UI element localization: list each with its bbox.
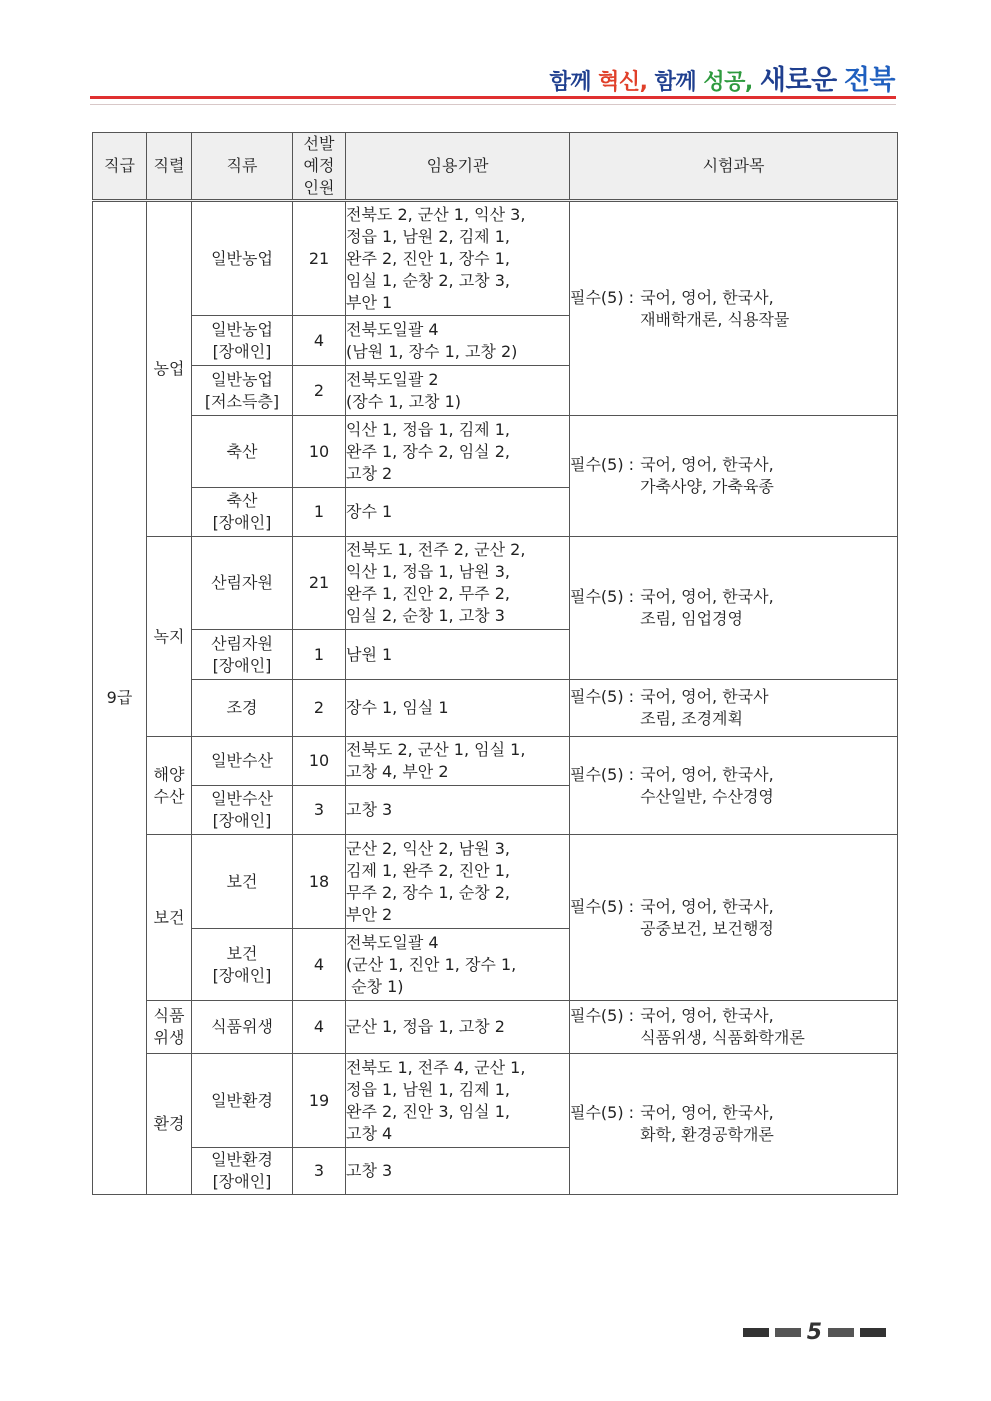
subjects-text <box>634 764 774 808</box>
slogan-part: 새로운 <box>759 65 837 96</box>
table-header-row <box>93 133 898 201</box>
header-slogan <box>549 58 895 97</box>
agency-cell <box>346 537 570 630</box>
header-planned-line: 인원 <box>303 178 335 197</box>
page-number: 5 <box>806 1320 822 1345</box>
table-row <box>93 1001 898 1054</box>
class-qualifier: [장애인] <box>212 655 272 675</box>
planned-count: 10 <box>293 416 346 488</box>
required-label: 필수(5) : <box>570 455 635 474</box>
class-qualifier: [장애인] <box>212 965 272 985</box>
agency-line: 고창 4, 부안 2 <box>346 762 449 781</box>
agency-line: 임실 1, 순창 2, 고창 3, <box>346 270 510 290</box>
agency-line: 완주 1, 장수 2, 임실 2, <box>346 441 510 461</box>
agency-line: 무주 2, 장수 1, 순창 2, <box>346 882 510 902</box>
class-qualifier: [장애인] <box>212 341 272 361</box>
footer-bar <box>775 1328 801 1337</box>
footer-bar <box>743 1328 769 1337</box>
agency-line: 전북도일괄 2 <box>346 369 439 389</box>
class-cell <box>192 201 293 316</box>
subjects-line: 재배학개론, 식용작물 <box>640 309 790 329</box>
series-line: 수산 <box>153 786 185 806</box>
agency-cell <box>346 1054 570 1148</box>
header-subjects: 시험과목 <box>570 133 898 201</box>
agency-cell <box>346 630 570 680</box>
series-health: 보건 <box>147 835 192 1001</box>
subjects-cell <box>570 737 898 835</box>
required-label: 필수(5) : <box>570 287 635 307</box>
subjects-cell <box>570 416 898 537</box>
header-planned-line: 예정 <box>303 156 335 175</box>
subjects-line: 국어, 영어, 한국사, <box>640 587 774 606</box>
class-cell <box>192 680 293 737</box>
header-divider-thin <box>90 104 896 105</box>
agency-line: 군산 2, 익산 2, 남원 3, <box>346 838 510 858</box>
table-row <box>93 835 898 929</box>
series-agriculture: 농업 <box>147 201 192 537</box>
table-row <box>93 737 898 786</box>
planned-count: 10 <box>293 737 346 786</box>
subjects-line: 국어, 영어, 한국사, <box>640 764 774 784</box>
agency-line: 고창 2 <box>346 463 393 483</box>
subjects-line: 조림, 조경계획 <box>640 709 743 728</box>
class-qualifier: [저소득층] <box>204 391 280 411</box>
agency-cell <box>346 201 570 316</box>
slogan-part: 전북 <box>843 65 895 96</box>
agency-line: 순창 1) <box>346 976 404 996</box>
class-cell <box>192 786 293 835</box>
required-label: 필수(5) : <box>570 587 635 606</box>
subjects-line: 국어, 영어, 한국사, <box>640 455 774 474</box>
subjects-line: 가축사양, 가축육종 <box>640 477 774 496</box>
agency-line: 완주 2, 진안 3, 임실 1, <box>346 1101 510 1121</box>
footer-bar <box>828 1328 854 1337</box>
series-line: 해양 <box>153 764 185 784</box>
class-cell <box>192 488 293 537</box>
slogan-part: 혁신, <box>598 70 648 95</box>
series-marine <box>147 737 192 835</box>
agency-cell <box>346 835 570 929</box>
header-grade: 직급 <box>93 133 147 201</box>
subjects-line: 화학, 환경공학개론 <box>640 1125 774 1144</box>
agency-line: 부안 1 <box>346 292 393 312</box>
agency-line: 고창 4 <box>346 1123 393 1143</box>
recruitment-table <box>92 132 898 1195</box>
class-name: 축산 <box>226 491 258 510</box>
header-agency: 임용기관 <box>346 133 570 201</box>
agency-line: 전북도일괄 4 <box>346 932 439 952</box>
class-name: 일반수산 <box>211 789 273 808</box>
agency-cell <box>346 1001 570 1054</box>
subjects-cell <box>570 537 898 680</box>
slogan-part: 함께 <box>549 70 591 95</box>
class-name: 식품위생 <box>211 1017 273 1036</box>
agency-line: 전북도 2, 군산 1, 임실 1, <box>346 740 526 759</box>
subjects-line: 식품위생, 식품화학개론 <box>640 1028 805 1047</box>
subjects-cell <box>570 1001 898 1054</box>
agency-line: 김제 1, 완주 2, 진안 1, <box>346 860 510 880</box>
planned-count: 3 <box>293 786 346 835</box>
class-name: 보건 <box>226 871 258 891</box>
class-name: 산림자원 <box>211 573 273 592</box>
table-row <box>93 1054 898 1148</box>
class-name: 조경 <box>226 698 258 717</box>
planned-count: 2 <box>293 680 346 737</box>
slogan-part: 성공, <box>703 70 753 95</box>
class-cell <box>192 835 293 929</box>
agency-cell <box>346 1148 570 1195</box>
class-name: 일반농업 <box>211 369 273 389</box>
class-name: 일반수산 <box>211 751 273 770</box>
agency-line: 전북도 2, 군산 1, 익산 3, <box>346 204 526 224</box>
class-cell <box>192 316 293 366</box>
page-footer <box>743 1320 886 1345</box>
agency-cell <box>346 366 570 416</box>
agency-line: 고창 3 <box>346 800 393 819</box>
agency-cell <box>346 680 570 737</box>
header-series: 직렬 <box>147 133 192 201</box>
agency-cell <box>346 488 570 537</box>
class-cell <box>192 1054 293 1148</box>
subjects-line: 공중보건, 보건행정 <box>640 918 774 938</box>
series-line: 위생 <box>153 1028 185 1047</box>
subjects-cell <box>570 835 898 1001</box>
planned-count: 21 <box>293 201 346 316</box>
footer-bar <box>860 1328 886 1337</box>
planned-count: 1 <box>293 488 346 537</box>
agency-line: 익산 1, 정읍 1, 김제 1, <box>346 419 510 439</box>
class-qualifier: [장애인] <box>212 513 272 532</box>
table-row <box>93 416 898 488</box>
header-planned <box>293 133 346 201</box>
class-cell <box>192 1148 293 1195</box>
agency-cell <box>346 416 570 488</box>
subjects-text <box>634 287 789 331</box>
agency-line: (남원 1, 장수 1, 고창 2) <box>346 341 518 361</box>
agency-line: 전북도일괄 4 <box>346 319 439 339</box>
required-label: 필수(5) : <box>570 1006 635 1025</box>
planned-count: 4 <box>293 929 346 1001</box>
subjects-text <box>634 1102 774 1146</box>
required-label: 필수(5) : <box>570 1103 635 1122</box>
subjects-text <box>634 896 774 940</box>
class-name: 산림자원 <box>211 633 273 653</box>
header-divider <box>90 96 896 99</box>
agency-line: 남원 1 <box>346 644 393 664</box>
agency-line: 정읍 1, 남원 2, 김제 1, <box>346 226 510 246</box>
grade-cell: 9급 <box>93 201 147 1195</box>
series-forestry: 녹지 <box>147 537 192 737</box>
agency-line: 완주 1, 진안 2, 무주 2, <box>346 584 510 603</box>
agency-line: 고창 3 <box>346 1161 393 1180</box>
header-planned-line: 선발 <box>303 134 335 153</box>
agency-cell <box>346 316 570 366</box>
class-name: 축산 <box>226 441 258 461</box>
table-row <box>93 537 898 630</box>
agency-line: 전북도 1, 전주 4, 군산 1, <box>346 1057 526 1077</box>
subjects-line: 국어, 영어, 한국사, <box>640 1103 774 1122</box>
planned-count: 18 <box>293 835 346 929</box>
subjects-cell <box>570 680 898 737</box>
agency-cell <box>346 737 570 786</box>
agency-line: 익산 1, 정읍 1, 남원 3, <box>346 562 510 581</box>
required-label: 필수(5) : <box>570 764 635 784</box>
subjects-cell <box>570 201 898 416</box>
agency-line: (장수 1, 고창 1) <box>346 391 462 411</box>
agency-line: 부안 2 <box>346 904 393 924</box>
class-qualifier: [장애인] <box>212 811 272 830</box>
subjects-text <box>634 1005 805 1049</box>
class-cell <box>192 366 293 416</box>
table-row <box>93 201 898 316</box>
subjects-text <box>634 586 774 630</box>
subjects-line: 조림, 임업경영 <box>640 609 743 628</box>
class-cell <box>192 929 293 1001</box>
planned-count: 2 <box>293 366 346 416</box>
class-name: 일반환경 <box>211 1150 273 1169</box>
agency-line: 정읍 1, 남원 1, 김제 1, <box>346 1079 510 1099</box>
header-class: 직류 <box>192 133 293 201</box>
agency-cell <box>346 929 570 1001</box>
class-cell <box>192 416 293 488</box>
class-cell <box>192 537 293 630</box>
planned-count: 3 <box>293 1148 346 1195</box>
agency-line: 완주 2, 진안 1, 장수 1, <box>346 248 510 268</box>
agency-line: 장수 1, 임실 1 <box>346 698 449 717</box>
class-name: 일반농업 <box>211 319 273 339</box>
class-cell <box>192 1001 293 1054</box>
agency-line: 장수 1 <box>346 502 393 521</box>
slogan-part: 함께 <box>654 70 697 95</box>
class-cell <box>192 737 293 786</box>
planned-count: 1 <box>293 630 346 680</box>
series-env: 환경 <box>147 1054 192 1195</box>
series-food <box>147 1001 192 1054</box>
class-cell <box>192 630 293 680</box>
subjects-line: 국어, 영어, 한국사 <box>640 687 769 706</box>
series-line: 식품 <box>153 1006 185 1025</box>
class-qualifier: [장애인] <box>212 1172 272 1191</box>
agency-line: 임실 2, 순창 1, 고창 3 <box>346 606 505 625</box>
planned-count: 21 <box>293 537 346 630</box>
agency-cell <box>346 786 570 835</box>
subjects-line: 국어, 영어, 한국사, <box>640 896 774 916</box>
subjects-text <box>634 686 769 730</box>
class-name: 일반농업 <box>211 248 273 268</box>
subjects-line: 수산일반, 수산경영 <box>640 786 774 806</box>
required-label: 필수(5) : <box>570 896 635 916</box>
table-row <box>93 680 898 737</box>
agency-line: (군산 1, 진안 1, 장수 1, <box>346 954 517 974</box>
subjects-text <box>634 454 774 498</box>
agency-line: 전북도 1, 전주 2, 군산 2, <box>346 540 526 559</box>
subjects-line: 국어, 영어, 한국사, <box>640 287 774 307</box>
required-label: 필수(5) : <box>570 687 635 706</box>
class-name: 일반환경 <box>211 1090 273 1110</box>
subjects-cell <box>570 1054 898 1195</box>
planned-count: 4 <box>293 1001 346 1054</box>
planned-count: 19 <box>293 1054 346 1148</box>
agency-line: 군산 1, 정읍 1, 고창 2 <box>346 1017 505 1036</box>
planned-count: 4 <box>293 316 346 366</box>
subjects-line: 국어, 영어, 한국사, <box>640 1006 774 1025</box>
class-name: 보건 <box>226 943 258 963</box>
